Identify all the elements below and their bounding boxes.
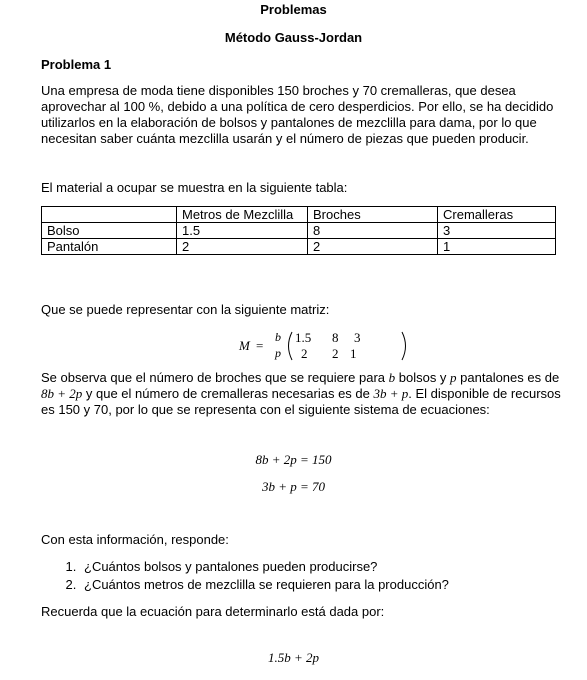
matrix-cell: 2 [332,346,339,361]
table-header-cell: Cremalleras [438,207,556,223]
matrix-cell: 1 [350,346,357,361]
respond-prompt: Con esta información, responde: [41,532,229,547]
matrix-row-label: p [275,346,281,360]
matrix-cell: 8 [332,330,339,345]
matrix-cell: 1.5 [295,330,312,345]
table-cell: 2 [308,239,438,255]
observation-text: Se observa que el número de broches que se requiere para [41,370,389,385]
list-item: 2. ¿Cuántos metros de mezclilla se requieren para la producción? [80,576,580,594]
intro-paragraph: Una empresa de moda tiene disponibles 150 broches y 70 cremalleras, que desea aprovechar al 100 %, debido a una política de cero desperdicios. Por ello, se ha decidido utilizarlos en la elaboración de bolsos y pantalones de mezclilla para dama, por lo que necesitan saber cuánta mezclilla usarán y el número de piezas que pueden producir. [41,83,554,146]
table-header-cell: Metros de Mezclilla [177,207,308,223]
matrix-name: M [239,338,250,353]
table-row [42,223,556,239]
final-expression: 1.5b + 2p [267,650,320,665]
var-b: b [388,370,396,385]
list-item: 1. ¿Cuántos bolsos y pantalones pueden producirse? [80,558,580,576]
materials-table [41,206,556,255]
table-cell: 8 [308,223,438,239]
var-p: p [450,370,457,385]
document-subtitle: Método Gauss-Jordan [224,30,363,45]
matrix-equals: = [256,338,264,353]
matrix-intro: Que se puede representar con la siguiente matriz: [41,302,330,317]
table-intro: El material a ocupar se muestra en la siguiente tabla: [41,180,348,195]
table-cell: 2 [177,239,308,255]
matrix-row-label: b [275,330,281,344]
table-cell: 1 [438,239,556,255]
observation-text: . El disponible de recursos es 150 y 70, por lo que se representa con el siguiente sistema de ecuaciones: [41,386,561,417]
observation-text: y que el número de cremalleras necesarias es de [82,386,374,401]
equation-1: 8b + 2p = 150 [255,452,332,467]
problem-heading: Problema 1 [41,57,112,72]
matrix-cell: 3 [354,330,361,345]
document-title: Problemas [260,2,327,17]
table-cell: 3 [438,223,556,239]
questions-list [41,558,580,594]
table-cell: 1.5 [177,223,308,239]
table-cell: Bolso [42,223,177,239]
observation-paragraph [41,370,561,418]
table-header-cell [42,207,177,223]
equation-2: 3b + p = 70 [261,479,326,494]
matrix-cell: 2 [301,346,308,361]
table-cell: Pantalón [42,239,177,255]
observation-text: bolsos y [395,370,451,385]
expression-brooches: 8b + 2p [41,386,83,401]
reminder-text: Recuerda que la ecuación para determinarlo está dada por: [41,604,385,619]
table-header-cell: Broches [308,207,438,223]
table-header-row [42,207,556,223]
expression-zippers: 3b + p [373,386,409,401]
table-row [42,239,556,255]
observation-text: pantalones es de [456,370,560,385]
